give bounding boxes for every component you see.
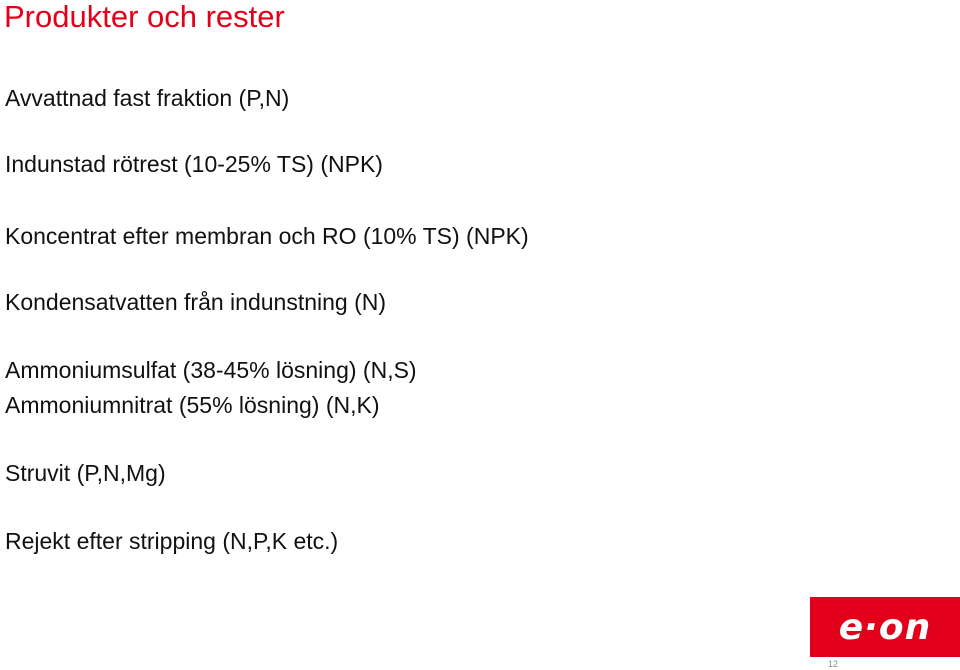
list-item-struvit: Struvit (P,N,Mg) xyxy=(5,460,166,486)
slide-title: Produkter och rester xyxy=(4,0,285,34)
list-item-avvattnad: Avvattnad fast fraktion (P,N) xyxy=(5,85,290,111)
list-item-kondensatvatten: Kondensatvatten från indunstning (N) xyxy=(5,289,387,315)
list-item-ammoniumnitrat: Ammoniumnitrat (55% lösning) (N,K) xyxy=(5,392,380,418)
eon-logo-icon xyxy=(810,597,960,657)
list-item-rejekt: Rejekt efter stripping (N,P,K etc.) xyxy=(5,528,339,554)
eon-logo xyxy=(810,597,960,657)
page-number: 12 xyxy=(828,659,839,669)
list-item-ammoniumsulfat: Ammoniumsulfat (38-45% lösning) (N,S) xyxy=(5,357,417,383)
logo-text: e·on xyxy=(838,607,932,648)
list-item-indunstad: Indunstad rötrest (10-25% TS) (NPK) xyxy=(5,151,383,177)
list-item-koncentrat: Koncentrat efter membran och RO (10% TS) (NPK) xyxy=(5,223,529,249)
